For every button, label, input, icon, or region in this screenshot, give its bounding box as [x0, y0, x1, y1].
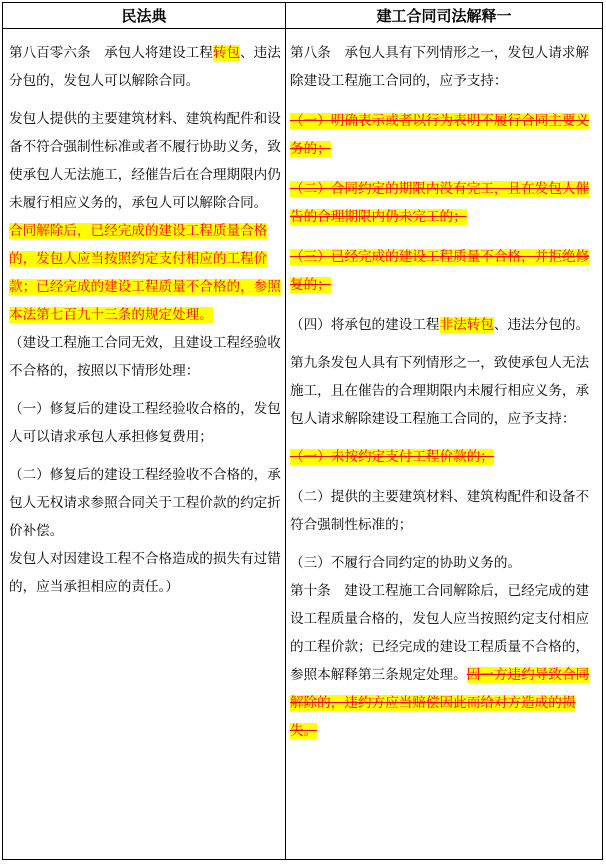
struck-text: 因一方违约导致合同解除的，违约方应当赔偿因此而给对方造成的损失。 — [290, 667, 590, 739]
struck-text: （二）合同约定的期限内没有完工，且在发包人催告的合理期限内仍未完工的； — [290, 181, 590, 225]
text-segment: 、违法分包的。 — [493, 317, 590, 333]
fault-liability-paragraph: 发包人对因建设工程不合格造成的损失有过错的，应当承担相应的责任。） — [9, 551, 281, 595]
text-segment: 第十条 建设工程施工合同解除后，已经完成的建设工程质量合格的，发包人应当按照约定支付相应的工程价款；已经完成的建设工程质量不合格的，参照本解释第三条规定处理。 — [290, 583, 590, 683]
article-8-item-4 — [290, 311, 600, 339]
right-column — [286, 29, 602, 859]
text-segment: 、违法分包的，发包人可以解除合同。 — [9, 45, 281, 89]
article-9-item-2: （二）提供的主要建筑材料、建筑构配件和设备不符合强制性标准的； — [290, 489, 590, 533]
civil-code-article-806 — [9, 39, 283, 95]
comparison-table — [2, 2, 603, 860]
post-termination-paragraph — [9, 217, 283, 329]
highlighted-text: 转包 — [212, 45, 241, 61]
left-column — [3, 29, 286, 859]
contractor-termination-paragraph: 发包人提供的主要建筑材料、建筑构配件和设备不符合强制性标准或者不履行协助义务，致使承包人无法施工，经催告后在合理期限内仍未履行相应义务的，承包人可以解除合同。 — [9, 111, 281, 211]
left-column-header: 民法典 — [3, 3, 286, 29]
struck-text: （三）已经完成的建设工程质量不合格，并拒绝修复的； — [290, 249, 590, 293]
article-9-item-1 — [290, 443, 600, 471]
article-8-item-2 — [290, 175, 600, 231]
article-8-item-3 — [290, 243, 600, 299]
interpretation-article-9: 第九条发包人具有下列情形之一，致使承包人无法施工，且在催告的合理期限内未履行相应义务，承包人请求解除建设工程施工合同的，应予支持： — [290, 355, 590, 427]
text-segment: 第八百零六条 承包人将建设工程 — [9, 45, 213, 61]
struck-text: （一）未按约定支付工程价款的； — [290, 449, 494, 465]
highlighted-text: 合同解除后，已经完成的建设工程质量合格的，发包人应当按照约定支付相应的工程价款；已经完成的建设工程质量不合格的，参照本法第七百九十三条的规定处理。 — [9, 223, 281, 323]
highlighted-text: 非法转包 — [439, 317, 494, 333]
interpretation-article-8: 第八条 承包人具有下列情形之一，发包人请求解除建设工程施工合同的，应予支持： — [290, 45, 590, 89]
repair-passed-paragraph: （一）修复后的建设工程经验收合格的，发包人可以请求承包人承担修复费用； — [9, 401, 281, 445]
interpretation-article-10 — [290, 577, 600, 745]
struck-text: （一）明确表示或者以行为表明不履行合同主要义务的； — [290, 113, 590, 157]
article-9-item-3: （三）不履行合同约定的协助义务的。 — [290, 555, 522, 571]
text-segment: （四）将承包的建设工程 — [290, 317, 440, 333]
right-column-header: 建工合同司法解释一 — [286, 3, 602, 29]
article-8-item-1 — [290, 107, 600, 163]
repair-failed-paragraph: （二）修复后的建设工程经验收不合格的，承包人无权请求参照合同关于工程价款的约定折价补偿。 — [9, 467, 281, 539]
invalid-contract-paragraph: （建设工程施工合同无效，且建设工程经验收不合格的，按照以下情形处理： — [9, 335, 281, 379]
